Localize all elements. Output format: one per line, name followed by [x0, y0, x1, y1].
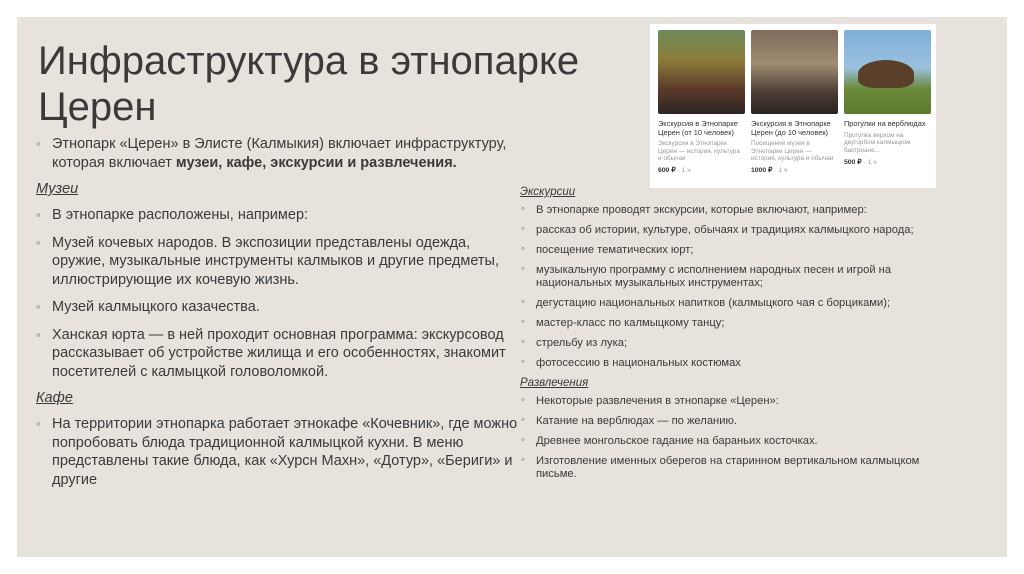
card-photo: [844, 30, 931, 114]
left-column: [36, 135, 521, 498]
camel-shape: [858, 60, 914, 88]
museums-list: [36, 206, 521, 381]
excursions-heading: Экскурсии: [520, 186, 576, 198]
list-item: ◦ Изготовление именных оберегов на старинном вертикальном калмыцком письме.: [520, 455, 960, 481]
list-item: ◦ Музей калмыцкого казачества.: [36, 298, 521, 317]
card-camel-rides[interactable]: [844, 30, 931, 184]
list-item: ◦ рассказ об истории, культуре, обычаях и традициях калмыцкого народа;: [520, 224, 960, 237]
excursions-list: [520, 204, 960, 370]
card-description: Прогулка верхом на двугорбом калмыцком бактриане...: [844, 131, 911, 154]
card-excursion-large-group[interactable]: [658, 30, 745, 184]
list-item: ◦ В этнопарке расположены, например:: [36, 206, 521, 225]
list-item: ◦ стрельбу из лука;: [520, 337, 960, 350]
list-item: ◦ Некоторые развлечения в этнопарке «Церен»:: [520, 395, 960, 408]
list-item: ◦ Музей кочевых народов. В экспозиции представлены одежда, оружие, музыкальные инструменты калмыков и другие предметы, иллюстрирующие их кочевую жизнь.: [36, 234, 521, 290]
slide-title: Инфраструктура в этнопарке Церен: [38, 39, 580, 129]
cafe-heading: Кафе: [36, 390, 73, 406]
right-column: [520, 186, 960, 488]
card-duration: · 1 ч: [774, 167, 788, 175]
card-photo: [751, 30, 838, 114]
card-price: 500 ₽ · 1 ч: [844, 158, 877, 166]
card-photo: [658, 30, 745, 114]
list-item: ◦ Ханская юрта — в ней проходит основная программа: экскурсовод рассказывает об устройстве жилища и его особенностях, знакомит посетителей с калмыцкой головоломкой.: [36, 326, 521, 382]
card-price: 600 ₽ · 1 ч: [658, 167, 691, 175]
card-price: 1000 ₽ · 1 ч: [751, 167, 788, 175]
list-item: ◦ Катание на верблюдах — по желанию.: [520, 415, 960, 428]
card-excursion-small-group[interactable]: [751, 30, 838, 184]
museums-heading: Музеи: [36, 181, 79, 197]
card-duration: · 1 ч: [677, 167, 691, 175]
card-description: Экскурсия в Этнопарке Церен — история, культура и обычаи: [658, 140, 740, 163]
entertainment-list: [520, 395, 960, 481]
excursion-cards: [650, 24, 936, 188]
list-item: ◦ дегустацию национальных напитков (калмыцкого чая с борциками);: [520, 297, 960, 310]
intro-item: ◦ Этнопарк «Церен» в Элисте (Калмыкия) включает инфраструктуру, которая включает музеи, кафе, экскурсии и развлечения.: [36, 135, 521, 172]
card-title: Экскурсия в Этнопарке Церен (до 10 человек): [751, 119, 831, 137]
card-title: Прогулки на верблюдах: [844, 119, 926, 128]
list-item: ◦ музыкальную программу с исполнением народных песен и игрой на национальных музыкальных инструментах;: [520, 264, 960, 290]
list-item: ◦ посещение тематических юрт;: [520, 244, 960, 257]
intro-bold: музеи, кафе, экскурсии и развлечения: [175, 154, 453, 171]
list-item: ◦ В этнопарке проводят экскурсии, которые включают, например:: [520, 204, 960, 217]
card-duration: · 1 ч: [863, 158, 877, 166]
entertainment-heading: Развлечения: [520, 377, 589, 389]
list-item: ◦ Древнее монгольское гадание на бараньих косточках.: [520, 435, 960, 448]
intro-list: [36, 135, 521, 172]
list-item: ◦ На территории этнопарка работает этнокафе «Кочевник», где можно попробовать блюда традиционной калмыцкой кухни. В меню представлены такие блюда, как «Хурсн Махн», «Дотур», «Бериги» и другие: [36, 415, 521, 489]
cafe-list: [36, 415, 521, 489]
list-item: ◦ мастер-класс по калмыцкому танцу;: [520, 317, 960, 330]
list-item: ◦ фотосессию в национальных костюмах: [520, 357, 960, 370]
card-title: Экскурсия в Этнопарке Церен (от 10 человек): [658, 119, 738, 137]
card-description: Посещение музея в Этнопарке Церен — история, культура и обычаи: [751, 140, 834, 163]
